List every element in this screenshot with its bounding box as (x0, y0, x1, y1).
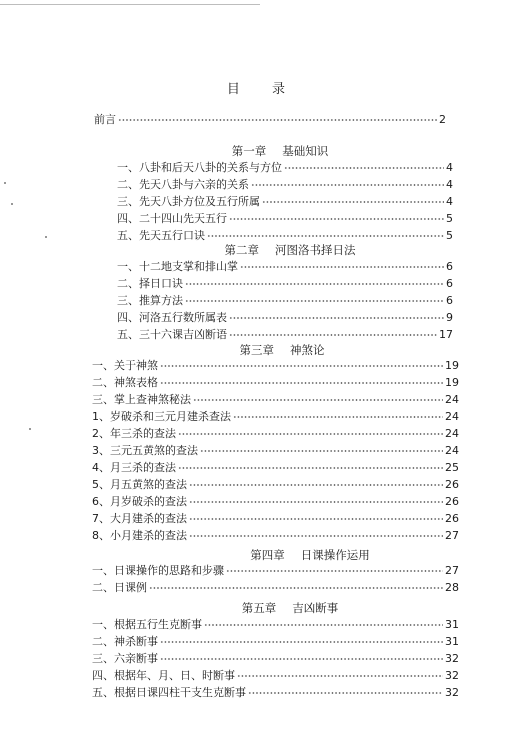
entry-page: 19 (445, 376, 459, 389)
entry-page: 31 (445, 635, 459, 648)
entry-page: 24 (445, 393, 459, 406)
entry-page: 17 (439, 328, 453, 341)
entry-text: 一、关于神煞 (92, 359, 158, 372)
toc-entry[interactable] (92, 685, 459, 701)
entry-page: 24 (445, 410, 459, 423)
entry-text: 二、神煞表格 (92, 376, 158, 389)
toc-entry[interactable] (117, 276, 453, 292)
toc-entry[interactable] (117, 177, 453, 193)
entry-text: 五、根据日课四柱干支生克断事 (92, 686, 246, 699)
dot-leader (160, 658, 443, 660)
toc-title: 目 录 (226, 82, 300, 97)
entry-text: 四、河洛五行数所属表 (117, 311, 227, 324)
toc-entry[interactable] (92, 668, 459, 684)
entry-page: 2 (439, 113, 446, 126)
dot-leader (189, 484, 443, 486)
toc-entry[interactable] (92, 494, 459, 510)
dot-leader (189, 518, 443, 520)
entry-text: 五、先天五行口诀 (117, 229, 205, 242)
dot-leader (233, 416, 443, 418)
entry-text: 6、月岁破杀的查法 (92, 495, 187, 508)
dot-leader (160, 365, 443, 367)
chapter-name: 吉凶断事 (292, 601, 339, 615)
dot-leader (262, 201, 444, 203)
toc-entry[interactable] (117, 293, 453, 309)
dot-leader (229, 317, 444, 319)
entry-text: 三、掌上查神煞秘法 (92, 393, 191, 406)
entry-page: 25 (445, 461, 459, 474)
dot-leader (229, 334, 437, 336)
entry-page: 32 (445, 652, 459, 665)
dot-leader (248, 692, 443, 694)
toc-entry[interactable] (92, 409, 459, 425)
toc-entry[interactable] (117, 327, 453, 343)
dot-leader (193, 399, 443, 401)
toc-entry[interactable] (92, 460, 459, 476)
dot-leader (178, 467, 443, 469)
toc-entry[interactable] (92, 634, 459, 650)
dot-leader (229, 218, 444, 220)
entry-page: 6 (446, 294, 453, 307)
toc-entry[interactable] (92, 443, 459, 459)
entry-page: 5 (446, 229, 453, 242)
entry-page: 4 (446, 178, 453, 191)
entry-page: 27 (445, 529, 459, 542)
chapter-number: 第四章 (250, 548, 285, 562)
entry-text: 一、八卦和后天八卦的关系与方位 (117, 161, 282, 174)
toc-entry[interactable] (92, 477, 459, 493)
entry-page: 26 (445, 495, 459, 508)
chapter-number: 第二章 (224, 243, 259, 257)
chapter-name: 神煞论 (290, 343, 325, 357)
entry-page: 26 (445, 512, 459, 525)
dot-leader (178, 433, 443, 435)
entry-text: 7、大月建杀的查法 (92, 512, 187, 525)
chapter-name: 日课操作运用 (300, 548, 370, 562)
entry-page: 32 (445, 669, 459, 682)
entry-text: 五、三十六课吉凶断语 (117, 328, 227, 341)
entry-text: 2、年三杀的查法 (92, 427, 176, 440)
dot-leader (185, 300, 444, 302)
entry-page: 6 (446, 277, 453, 290)
entry-page: 4 (446, 161, 453, 174)
entry-text: 四、根据年、月、日、时断事 (92, 669, 235, 682)
scan-speck (45, 236, 47, 238)
entry-page: 9 (446, 311, 453, 324)
entry-text: 一、十二地支掌和排山掌 (117, 260, 238, 273)
entry-text: 三、六亲断事 (92, 652, 158, 665)
entry-page: 19 (445, 359, 459, 372)
dot-leader (207, 235, 444, 237)
chapter-heading (192, 342, 372, 358)
entry-text: 一、根据五行生克断事 (92, 618, 202, 631)
dot-leader (204, 624, 443, 626)
chapter-number: 第五章 (241, 601, 277, 615)
scan-speck (11, 203, 13, 205)
chapter-heading (180, 143, 380, 159)
dot-leader (160, 641, 443, 643)
chapter-heading (200, 600, 380, 616)
entry-page: 5 (446, 212, 453, 225)
toc-entry-preface[interactable] (94, 112, 446, 128)
toc-entry[interactable] (92, 617, 459, 633)
dot-leader (189, 501, 443, 503)
dot-leader (200, 450, 443, 452)
toc-entry[interactable] (92, 392, 459, 408)
scan-edge-line (0, 4, 260, 5)
dot-leader (149, 587, 443, 589)
entry-page: 27 (445, 564, 459, 577)
toc-entry[interactable] (117, 160, 453, 176)
entry-page: 24 (445, 427, 459, 440)
entry-text: 三、推算方法 (117, 294, 183, 307)
toc-entry[interactable] (92, 426, 459, 442)
dot-leader (226, 570, 443, 572)
entry-text: 3、三元五黄煞的查法 (92, 444, 198, 457)
toc-entry[interactable] (92, 528, 459, 544)
scan-speck (29, 428, 31, 430)
entry-text: 5、月五黄煞的查法 (92, 478, 187, 491)
entry-text: 二、先天八卦与六亲的关系 (117, 178, 249, 191)
entry-text: 前言 (94, 113, 116, 126)
dot-leader (284, 167, 444, 169)
entry-page: 32 (445, 686, 459, 699)
dot-leader (251, 184, 444, 186)
entry-text: 二、神杀断事 (92, 635, 158, 648)
entry-text: 1、岁破杀和三元月建杀查法 (92, 410, 231, 423)
entry-page: 26 (445, 478, 459, 491)
chapter-name: 基础知识 (282, 144, 329, 158)
entry-page: 4 (446, 195, 453, 208)
entry-page: 31 (445, 618, 459, 631)
dot-leader (118, 119, 437, 121)
toc-entry[interactable] (92, 563, 459, 579)
entry-text: 一、日课操作的思路和步骤 (92, 564, 224, 577)
toc-entry[interactable] (92, 651, 459, 667)
scan-speck (4, 182, 6, 184)
entry-page: 28 (445, 581, 459, 594)
dot-leader (160, 382, 443, 384)
dot-leader (189, 535, 443, 537)
entry-page: 6 (446, 260, 453, 273)
chapter-heading (200, 547, 420, 563)
entry-page: 24 (445, 444, 459, 457)
toc-entry[interactable] (92, 511, 459, 527)
chapter-number: 第三章 (239, 343, 274, 357)
dot-leader (240, 266, 444, 268)
dot-leader (185, 283, 444, 285)
entry-text: 三、先天八卦方位及五行所属 (117, 195, 260, 208)
toc-entry[interactable] (92, 358, 459, 374)
chapter-heading (180, 242, 400, 258)
toc-entry[interactable] (92, 375, 459, 391)
toc-entry[interactable] (117, 259, 453, 275)
entry-text: 二、日课例 (92, 581, 147, 594)
toc-entry[interactable] (92, 580, 459, 596)
toc-entry[interactable] (117, 211, 453, 227)
entry-text: 4、月三杀的查法 (92, 461, 176, 474)
entry-text: 8、小月建杀的查法 (92, 529, 187, 542)
toc-entry[interactable] (117, 310, 453, 326)
entry-text: 二、择日口诀 (117, 277, 183, 290)
toc-entry[interactable] (117, 194, 453, 210)
entry-text: 四、二十四山先天五行 (117, 212, 227, 225)
chapter-number: 第一章 (231, 144, 267, 158)
dot-leader (237, 675, 443, 677)
chapter-name: 河图洛书择日法 (275, 243, 356, 257)
